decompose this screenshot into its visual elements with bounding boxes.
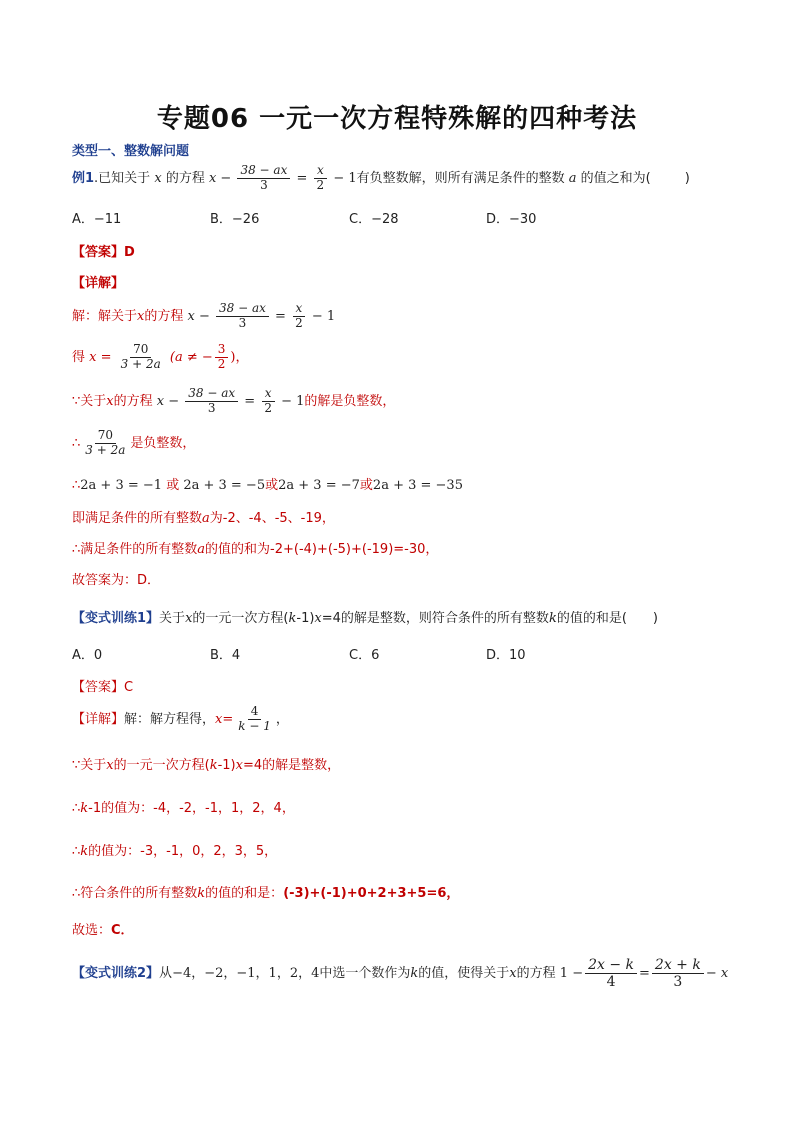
fraction: $\frac{2x + k}{3}$ (652, 957, 704, 990)
example-solution-6: 即满足条件的所有整数a为-2、-4、-5、-19， (72, 511, 335, 526)
option-b: B．−26 (210, 212, 260, 227)
example-solution-5: ∴2a + 3 = −1 或 2a + 3 = −5或2a + 3 = −7或2a + 3 = −35 (72, 478, 463, 493)
training1-solution-5: ∴符合条件的所有整数k的值的和是：(-3)+(-1)+0+2+3+5=6， (72, 886, 460, 901)
example-label: 例1 (72, 170, 95, 186)
training2-label: 【变式训练2】 (72, 966, 160, 981)
training1-solution-6: 故选：C． (72, 923, 134, 938)
option-b: B．4 (210, 648, 241, 663)
training1-label: 【变式训练1】 (72, 611, 160, 626)
training2-question: 【变式训练2】从−4，−2，−1，1，2，4中选一个数作为k的值，使得关于x的方程 1 − $\frac{2x - k}{4}$ = $\frac{2x + k}{3}$ − x (72, 956, 729, 990)
section-heading: 类型一、整数解问题 (72, 144, 190, 159)
training1-answer: 【答案】C (72, 680, 134, 695)
option-d: D．10 (486, 648, 526, 663)
example-question: 例1.已知关于 x 的方程 x − $\frac{38 - ax}{3}$ = $\frac{x}{2}$ − 1有负整数解，则所有满足条件的整数 a 的值之和为( ) (72, 163, 690, 192)
example-answer: 【答案】D (72, 245, 135, 260)
example-solution-3: ∵关于x的方程 x − $\frac{38 - ax}{3}$ = $\frac{x}{2}$ − 1的解是负整数， (72, 386, 396, 415)
fraction: $\frac{2x - k}{4}$ (585, 957, 637, 990)
fraction: $\frac{x}{2}$ (314, 164, 328, 193)
option-c: C．−28 (349, 212, 399, 227)
option-d: D．−30 (486, 212, 537, 227)
example-detail-label: 【详解】 (72, 276, 125, 291)
page-title: 专题06 一元一次方程特殊解的四种考法 (156, 104, 638, 134)
fraction: $\frac{70}{3 + 2a}$ (120, 342, 161, 371)
fraction: $\frac{4}{k - 1}$ (238, 704, 271, 733)
training1-solution-3: ∴k-1的值为：-4，-2，-1，1，2，4， (72, 801, 295, 816)
example-solution-2: 得 x = $\frac{70}{3 + 2a}$ (a ≠ − $\frac{3}{2}$ )， (72, 342, 249, 371)
fraction: $\frac{70}{3 + 2a}$ (85, 428, 126, 457)
fraction: $\frac{x}{2}$ (292, 302, 306, 331)
training1-solution-1: 【详解】解：解方程得，x= $\frac{4}{k - 1}$ ， (72, 704, 289, 733)
fraction: $\frac{3}{2}$ (215, 343, 229, 372)
example-solution-1: 解：解关于x的方程 x − $\frac{38 - ax}{3}$ = $\frac{x}{2}$ − 1 (72, 301, 336, 330)
training1-solution-4: ∴k的值为：-3，-1，0，2，3，5， (72, 844, 278, 859)
example-solution-7: ∴满足条件的所有整数a的值的和为-2+(-4)+(-5)+(-19)=-30， (72, 542, 439, 557)
training1-solution-2: ∵关于x的一元一次方程(k-1)x=4的解是整数， (72, 758, 341, 773)
fraction: $\frac{38 - ax}{3}$ (185, 387, 238, 416)
example-solution-8: 故答案为：D． (72, 573, 161, 588)
option-a: A．−11 (72, 212, 122, 227)
example-solution-4: ∴ $\frac{70}{3 + 2a}$ 是负整数， (72, 428, 196, 457)
option-a: A．0 (72, 648, 103, 663)
training1-question: 【变式训练1】关于x的一元一次方程(k-1)x=4的解是整数，则符合条件的所有整数k的值的和是( ) (72, 611, 658, 626)
fraction: $\frac{x}{2}$ (261, 387, 275, 416)
fraction: $\frac{38 - ax}{3}$ (237, 164, 290, 193)
option-c: C．6 (349, 648, 380, 663)
fraction: $\frac{38 - ax}{3}$ (216, 302, 269, 331)
